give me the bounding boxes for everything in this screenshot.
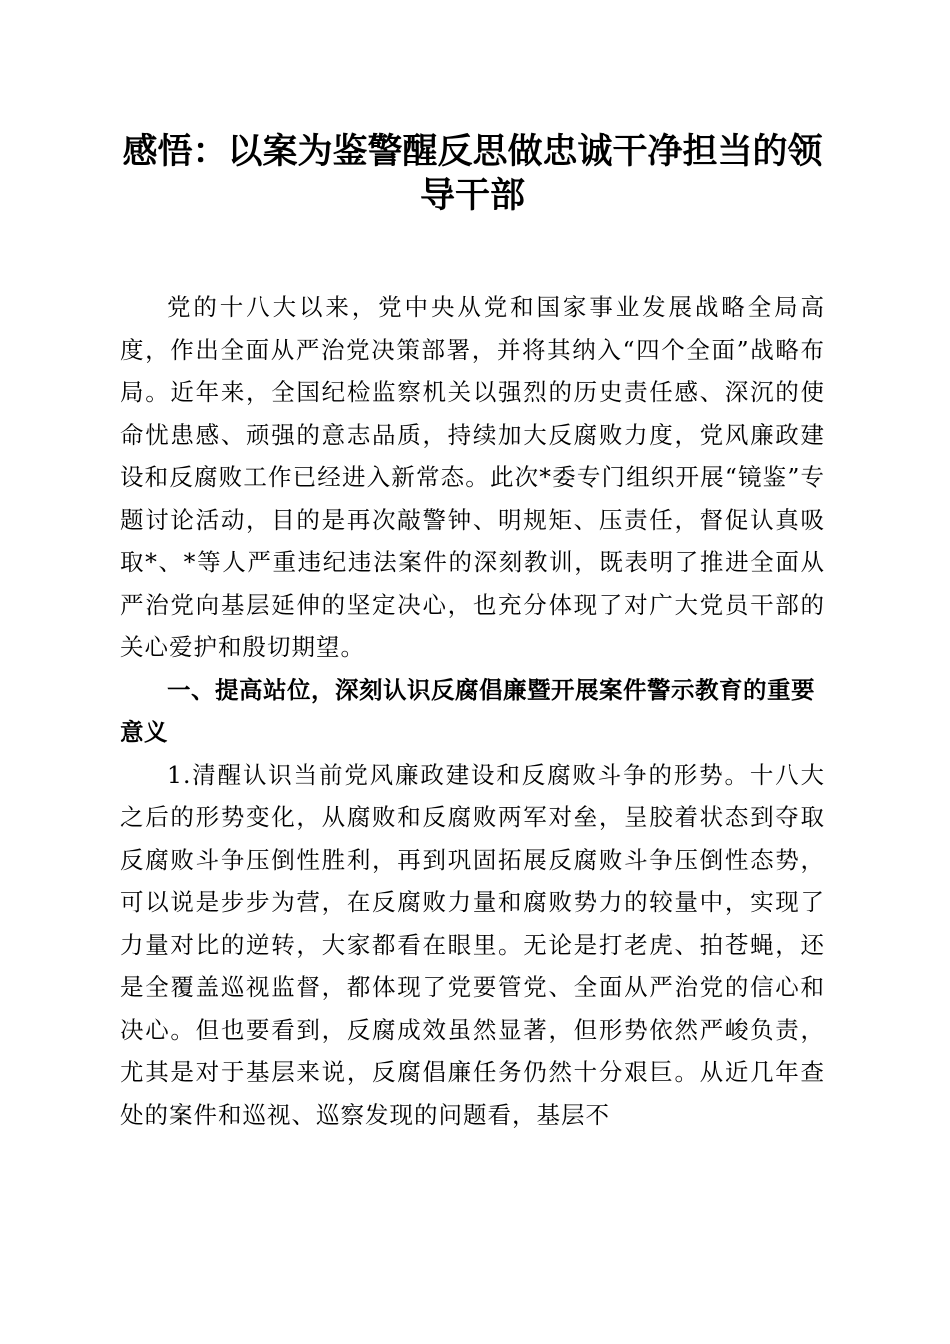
document-title: 感悟：以案为鉴警醒反思做忠诚干净担当的领导干部 bbox=[122, 131, 823, 216]
document-page bbox=[120, 130, 825, 1136]
section-one-heading: 一、提高站位，深刻认识反腐倡廉暨开展案件警示教育的重要意义 bbox=[120, 675, 815, 746]
intro-paragraph: 党的十八大以来，党中央从党和国家事业发展战略全局高度，作出全面从严治党决策部署，并将其纳入“四个全面”战略布局。近年来，全国纪检监察机关以强烈的历史责任感、深沉的使命忧患感、顽强的意志品质，持续加大反腐败力度，党风廉政建设和反腐败工作已经进入新常态。此次*委专门组织开展“镜鉴”专题讨论活动，目的是再次敲警钟、明规矩、压责任，督促认真吸取*、*等人严重违纪违法案件的深刻教训，既表明了推进全面从严治党向基层延伸的坚定决心，也充分体现了对广大党员干部的关心爱护和殷切期望。 bbox=[120, 293, 825, 661]
point-one-paragraph: 1.清醒认识当前党风廉政建设和反腐败斗争的形势。十八大之后的形势变化，从腐败和反腐败两军对垒，呈胶着状态到夺取反腐败斗争压倒性胜利，再到巩固拓展反腐败斗争压倒性态势，可以说是步步为营，在反腐败力量和腐败势力的较量中，实现了力量对比的逆转，大家都看在眼里。无论是打老虎、拍苍蝇，还是全覆盖巡视监督，都体现了党要管党、全面从严治党的信心和决心。但也要看到，反腐成效虽然显著，但形势依然严峻负责，尤其是对于基层来说，反腐倡廉任务仍然十分艰巨。从近几年查处的案件和巡视、巡察发现的问题看，基层不 bbox=[120, 760, 825, 1129]
